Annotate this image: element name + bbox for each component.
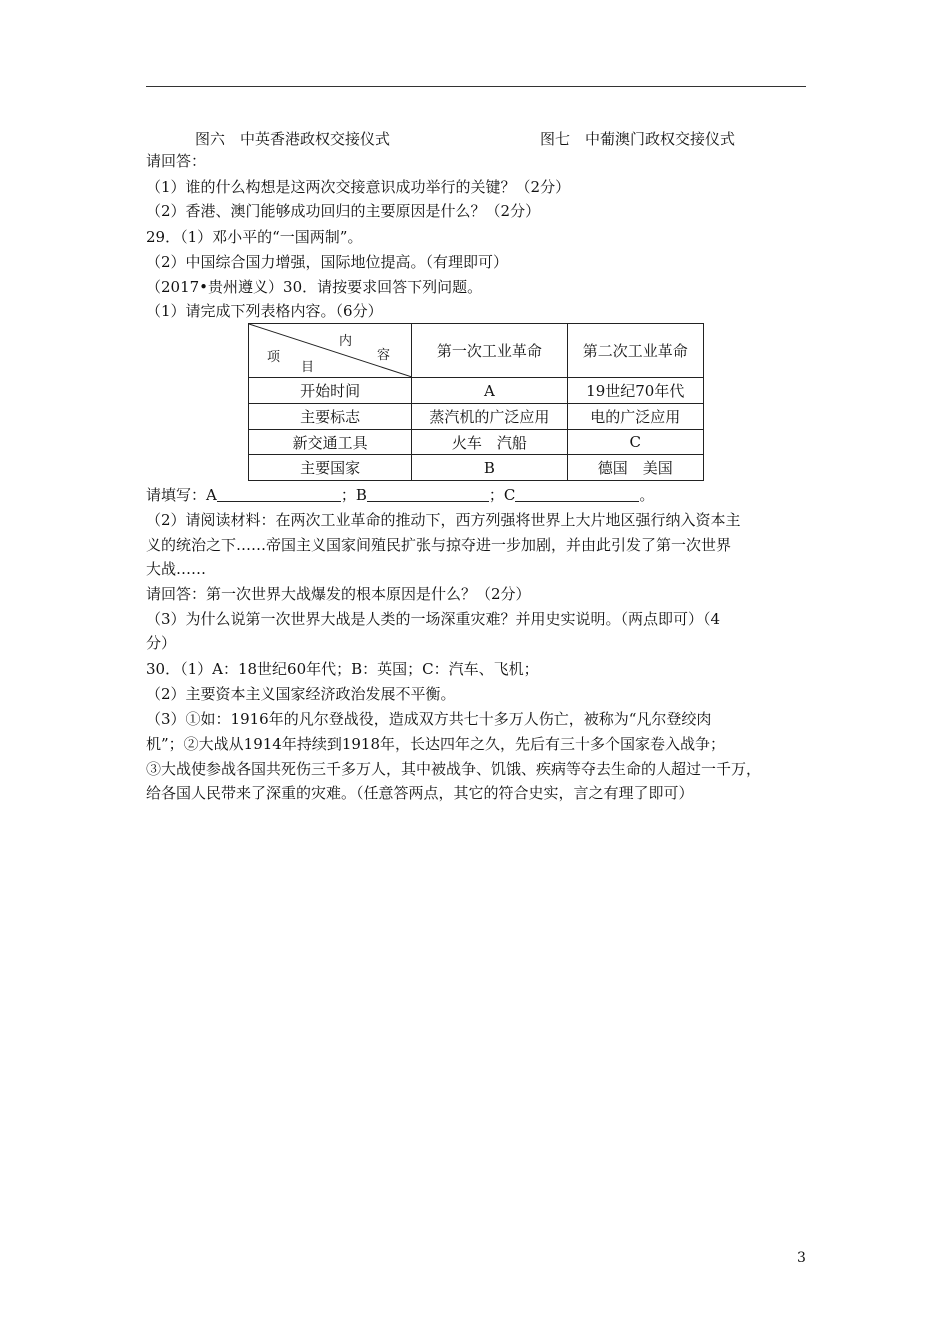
material-line-2: 义的统治之下……帝国主义国家间殖民扩张与掠夺进一步加剧，并由此引发了第一次世界 [146,536,732,554]
answer-30-2: （2）主要资本主义国家经济政治发展不平衡。 [146,685,456,703]
table-row [249,378,704,404]
fill-sep-b: ；B [340,486,367,504]
blank-c[interactable] [515,487,639,502]
cell-second: C [567,430,703,455]
question-2: （2）香港、澳门能够成功回归的主要原因是什么？（2分） [146,202,541,220]
industrial-revolution-table [248,323,704,481]
fill-end: 。 [639,486,655,504]
corner-left-text: 项 [267,350,281,365]
question-30-1: （1）请完成下列表格内容。（6分） [146,302,383,320]
question-1: （1）谁的什么构想是这两次交接意识成功举行的关键？（2分） [146,178,571,196]
question-30-intro: （2017•贵州遵义）30．请按要求回答下列问题。 [146,278,483,296]
answer-30-3-line-2: 机”；②大战从1914年持续到1918年，长达四年之久，先后有三十多个国家卷入战争； [146,735,726,753]
corner-top-text: 内 [339,334,353,349]
answer-30-1: 30．（1）A：18世纪60年代；B：英国；C：汽车、飞机； [146,660,539,678]
question-30-3-cont: 分） [146,634,177,652]
column-header-first: 第一次工业革命 [412,324,567,378]
fill-sep-c: ；C [488,486,516,504]
answer-30-3-line-4: 给各国人民带来了深重的灾难。（任意答两点，其它的符合史实，言之有理了即可） [146,784,694,802]
cell-first: 火车 汽船 [412,430,567,455]
blank-a[interactable] [217,487,341,502]
table-row [249,455,704,481]
row-label: 开始时间 [249,378,412,404]
question-prompt: 请回答： [146,152,207,170]
page-number: 3 [797,1250,806,1266]
header-rule [146,86,806,87]
cell-second: 德国 美国 [567,455,703,481]
cell-second: 19世纪70年代 [567,378,703,404]
fill-in-line [146,486,654,504]
blank-b[interactable] [367,487,489,502]
column-header-second: 第二次工业革命 [567,324,703,378]
answer-29-1: 29．（1）邓小平的“一国两制”。 [146,228,363,246]
figure-7-caption: 图七 中葡澳门政权交接仪式 [540,130,736,148]
answer-30-3-line-3: ③大战使参战各国共死伤三千多万人，其中被战争、饥饿、疾病等夺去生命的人超过一千万， [146,760,762,778]
row-label: 主要国家 [249,455,412,481]
cell-first: B [412,455,567,481]
cell-first: A [412,378,567,404]
question-30-2: 请回答：第一次世界大战爆发的根本原因是什么？（2分） [146,585,531,603]
question-30-3: （3）为什么说第一次世界大战是人类的一场深重灾难？并用史实说明。（两点即可）（4 [146,610,721,628]
table-header-row [249,324,704,378]
figure-6-caption: 图六 中英香港政权交接仪式 [195,130,391,148]
row-label: 新交通工具 [249,430,412,455]
cell-first: 蒸汽机的广泛应用 [412,404,567,430]
material-line-1: （2）请阅读材料：在两次工业革命的推动下，西方列强将世界上大片地区强行纳入资本主 [146,511,741,529]
fill-prefix: 请填写：A [146,486,217,504]
table-row [249,430,704,455]
corner-right-text: 容 [377,348,391,363]
diagonal-header-cell [249,324,412,378]
answer-29-2: （2）中国综合国力增强，国际地位提高。（有理即可） [146,253,509,271]
answer-30-3-line-1: （3）①如：1916年的凡尔登战役，造成双方共七十多万人伤亡，被称为“凡尔登绞肉 [146,710,712,728]
table-row [249,404,704,430]
material-line-3: 大战…… [146,560,207,578]
cell-second: 电的广泛应用 [567,404,703,430]
corner-bottom-text: 目 [301,360,315,375]
row-label: 主要标志 [249,404,412,430]
